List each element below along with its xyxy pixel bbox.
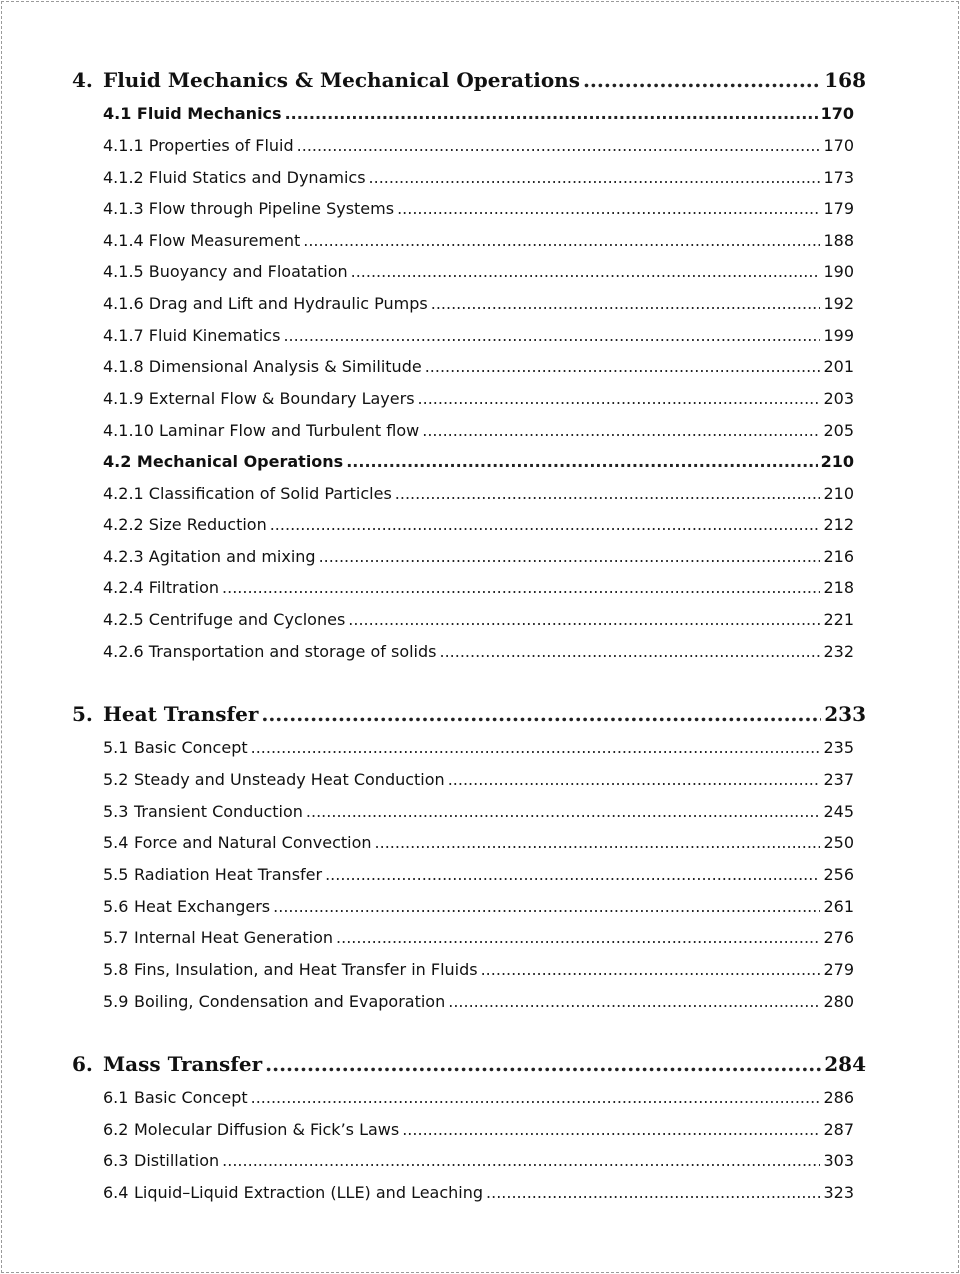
toc-entry <box>103 992 854 1018</box>
dot-leader <box>486 1183 820 1202</box>
dot-leader <box>270 515 821 534</box>
toc-entry <box>103 928 854 954</box>
dot-leader <box>261 702 821 726</box>
toc-entry <box>103 547 854 573</box>
entry-number: 6.4 <box>103 1183 129 1202</box>
entry-page-number: 205 <box>823 421 854 440</box>
entry-title: 4.1.8 Dimensional Analysis & Similitude <box>103 357 422 376</box>
dot-leader <box>397 199 820 218</box>
dot-leader <box>251 738 821 757</box>
chapter-number: 4. <box>72 68 93 92</box>
entry-title: 4.1.2 Fluid Statics and Dynamics <box>103 168 366 187</box>
dot-leader <box>222 1151 820 1170</box>
chapter-number: 5. <box>72 702 93 726</box>
entry-page-number: 216 <box>823 547 854 566</box>
dot-leader <box>348 610 820 629</box>
entry-page-number: 303 <box>823 1151 854 1170</box>
dot-leader <box>306 802 821 821</box>
entry-number: 5.6 <box>103 897 129 916</box>
entry-title: 4.1.4 Flow Measurement <box>103 231 301 250</box>
entry-title: Basic Concept <box>134 1088 248 1107</box>
toc-entry <box>103 642 854 668</box>
entry-number: 6.1 <box>103 1088 129 1107</box>
entry-page-number: 256 <box>823 865 854 884</box>
toc-entry <box>103 833 854 859</box>
entry-title: 4.2.3 Agitation and mixing <box>103 547 316 566</box>
entry-number: 6.2 <box>103 1120 129 1139</box>
dot-leader <box>351 262 821 281</box>
dot-leader <box>402 1120 820 1139</box>
dot-leader <box>265 1052 821 1076</box>
entry-page-number: 190 <box>823 262 854 281</box>
chapter-heading <box>72 68 866 102</box>
dot-leader <box>297 136 821 155</box>
toc-entry <box>103 294 854 320</box>
entry-page-number: 192 <box>823 294 854 313</box>
toc-entry <box>103 231 854 257</box>
toc-entry <box>103 1151 854 1177</box>
dot-leader <box>439 642 820 661</box>
entry-page-number: 232 <box>823 642 854 661</box>
toc-entry <box>103 389 854 415</box>
entry-page-number: 323 <box>823 1183 854 1202</box>
entry-title: 4.2.1 Classification of Solid Particles <box>103 484 392 503</box>
toc-section-entry <box>103 104 854 130</box>
entry-title: Molecular Diffusion & Fick’s Laws <box>134 1120 400 1139</box>
entry-number: 5.1 <box>103 738 129 757</box>
toc-entry <box>103 199 854 225</box>
toc-entry <box>103 515 854 541</box>
entry-page-number: 250 <box>823 833 854 852</box>
dot-leader <box>222 578 820 597</box>
dot-leader <box>369 168 821 187</box>
chapter-page-number: 284 <box>824 1052 866 1076</box>
toc-entry <box>103 802 854 828</box>
entry-page-number: 261 <box>823 897 854 916</box>
toc-entry <box>103 1088 854 1114</box>
entry-title: 4.1.1 Properties of Fluid <box>103 136 294 155</box>
dot-leader <box>418 389 821 408</box>
toc-entry <box>103 1183 854 1209</box>
entry-page-number: 218 <box>823 578 854 597</box>
entry-page-number: 235 <box>823 738 854 757</box>
entry-page-number: 201 <box>823 357 854 376</box>
entry-title: Transient Conduction <box>134 802 303 821</box>
toc-entry <box>103 1120 854 1146</box>
entry-number: 5.9 <box>103 992 129 1011</box>
dot-leader <box>251 1088 821 1107</box>
toc-entry <box>103 262 854 288</box>
entry-title: 4.2.2 Size Reduction <box>103 515 267 534</box>
dot-leader <box>395 484 821 503</box>
entry-number: 5.4 <box>103 833 129 852</box>
dot-leader <box>319 547 821 566</box>
chapter-number: 6. <box>72 1052 93 1076</box>
entry-page-number: 210 <box>820 452 854 471</box>
dot-leader <box>448 992 820 1011</box>
dot-leader <box>336 928 820 947</box>
dot-leader <box>375 833 821 852</box>
dot-leader <box>583 68 821 92</box>
entry-page-number: 276 <box>823 928 854 947</box>
dot-leader <box>481 960 821 979</box>
entry-title: Internal Heat Generation <box>134 928 334 947</box>
entry-page-number: 221 <box>823 610 854 629</box>
entry-page-number: 170 <box>823 136 854 155</box>
entry-number: 5.7 <box>103 928 129 947</box>
entry-page-number: 280 <box>823 992 854 1011</box>
entry-page-number: 203 <box>823 389 854 408</box>
toc-entry <box>103 610 854 636</box>
entry-page-number: 286 <box>823 1088 854 1107</box>
entry-page-number: 212 <box>823 515 854 534</box>
entry-title: 4.1.9 External Flow & Boundary Layers <box>103 389 415 408</box>
toc-entry <box>103 136 854 162</box>
entry-title: Force and Natural Convection <box>134 833 372 852</box>
dot-leader <box>285 104 818 123</box>
toc-entry <box>103 960 854 986</box>
entry-page-number: 170 <box>820 104 854 123</box>
dot-leader <box>346 452 817 471</box>
entry-title: 4.2.5 Centrifuge and Cyclones <box>103 610 346 629</box>
dot-leader <box>303 231 820 250</box>
dot-leader <box>448 770 821 789</box>
chapter-title: Fluid Mechanics & Mechanical Operations <box>103 68 580 92</box>
dot-leader <box>325 865 820 884</box>
entry-number: 5.5 <box>103 865 129 884</box>
dot-leader <box>431 294 821 313</box>
chapter-page-number: 233 <box>824 702 866 726</box>
entry-title: 4.2 Mechanical Operations <box>103 452 344 471</box>
toc-entry <box>103 357 854 383</box>
toc-section-entry <box>103 452 854 478</box>
entry-page-number: 210 <box>823 484 854 503</box>
toc-entry <box>103 421 854 447</box>
toc-entry <box>103 326 854 352</box>
chapter-page-number: 168 <box>824 68 866 92</box>
entry-title: Heat Exchangers <box>134 897 271 916</box>
entry-page-number: 237 <box>823 770 854 789</box>
entry-title: Boiling, Condensation and Evaporation <box>134 992 446 1011</box>
entry-title: Liquid–Liquid Extraction (LLE) and Leaching <box>134 1183 484 1202</box>
entry-title: 4.1.6 Drag and Lift and Hydraulic Pumps <box>103 294 428 313</box>
entry-title: 4.1.7 Fluid Kinematics <box>103 326 281 345</box>
entry-page-number: 188 <box>823 231 854 250</box>
entry-title: 4.1.10 Laminar Flow and Turbulent flow <box>103 421 420 440</box>
dot-leader <box>273 897 820 916</box>
entry-title: 4.1 Fluid Mechanics <box>103 104 282 123</box>
entry-page-number: 179 <box>823 199 854 218</box>
entry-title: 4.1.5 Buoyancy and Floatation <box>103 262 348 281</box>
entry-number: 5.3 <box>103 802 129 821</box>
entry-number: 5.8 <box>103 960 129 979</box>
toc-entry <box>103 168 854 194</box>
dot-leader <box>425 357 821 376</box>
chapter-title: Mass Transfer <box>103 1052 263 1076</box>
entry-number: 6.3 <box>103 1151 129 1170</box>
entry-title: Fins, Insulation, and Heat Transfer in Fluids <box>134 960 478 979</box>
entry-title: Steady and Unsteady Heat Conduction <box>134 770 445 789</box>
entry-page-number: 173 <box>823 168 854 187</box>
toc-entry <box>103 738 854 764</box>
entry-title: 4.2.4 Filtration <box>103 578 220 597</box>
toc-entry <box>103 578 854 604</box>
dot-leader <box>283 326 820 345</box>
entry-page-number: 287 <box>823 1120 854 1139</box>
chapter-title: Heat Transfer <box>103 702 259 726</box>
entry-title: Distillation <box>134 1151 220 1170</box>
toc-entry <box>103 484 854 510</box>
toc-entry <box>103 770 854 796</box>
entry-title: Radiation Heat Transfer <box>134 865 323 884</box>
entry-title: 4.1.3 Flow through Pipeline Systems <box>103 199 395 218</box>
chapter-heading <box>72 702 866 736</box>
entry-title: 4.2.6 Transportation and storage of solids <box>103 642 437 661</box>
dot-leader <box>422 421 820 440</box>
toc-entry <box>103 897 854 923</box>
toc-entry <box>103 865 854 891</box>
entry-page-number: 245 <box>823 802 854 821</box>
entry-number: 5.2 <box>103 770 129 789</box>
entry-page-number: 279 <box>823 960 854 979</box>
chapter-heading <box>72 1052 866 1086</box>
entry-title: Basic Concept <box>134 738 248 757</box>
entry-page-number: 199 <box>823 326 854 345</box>
